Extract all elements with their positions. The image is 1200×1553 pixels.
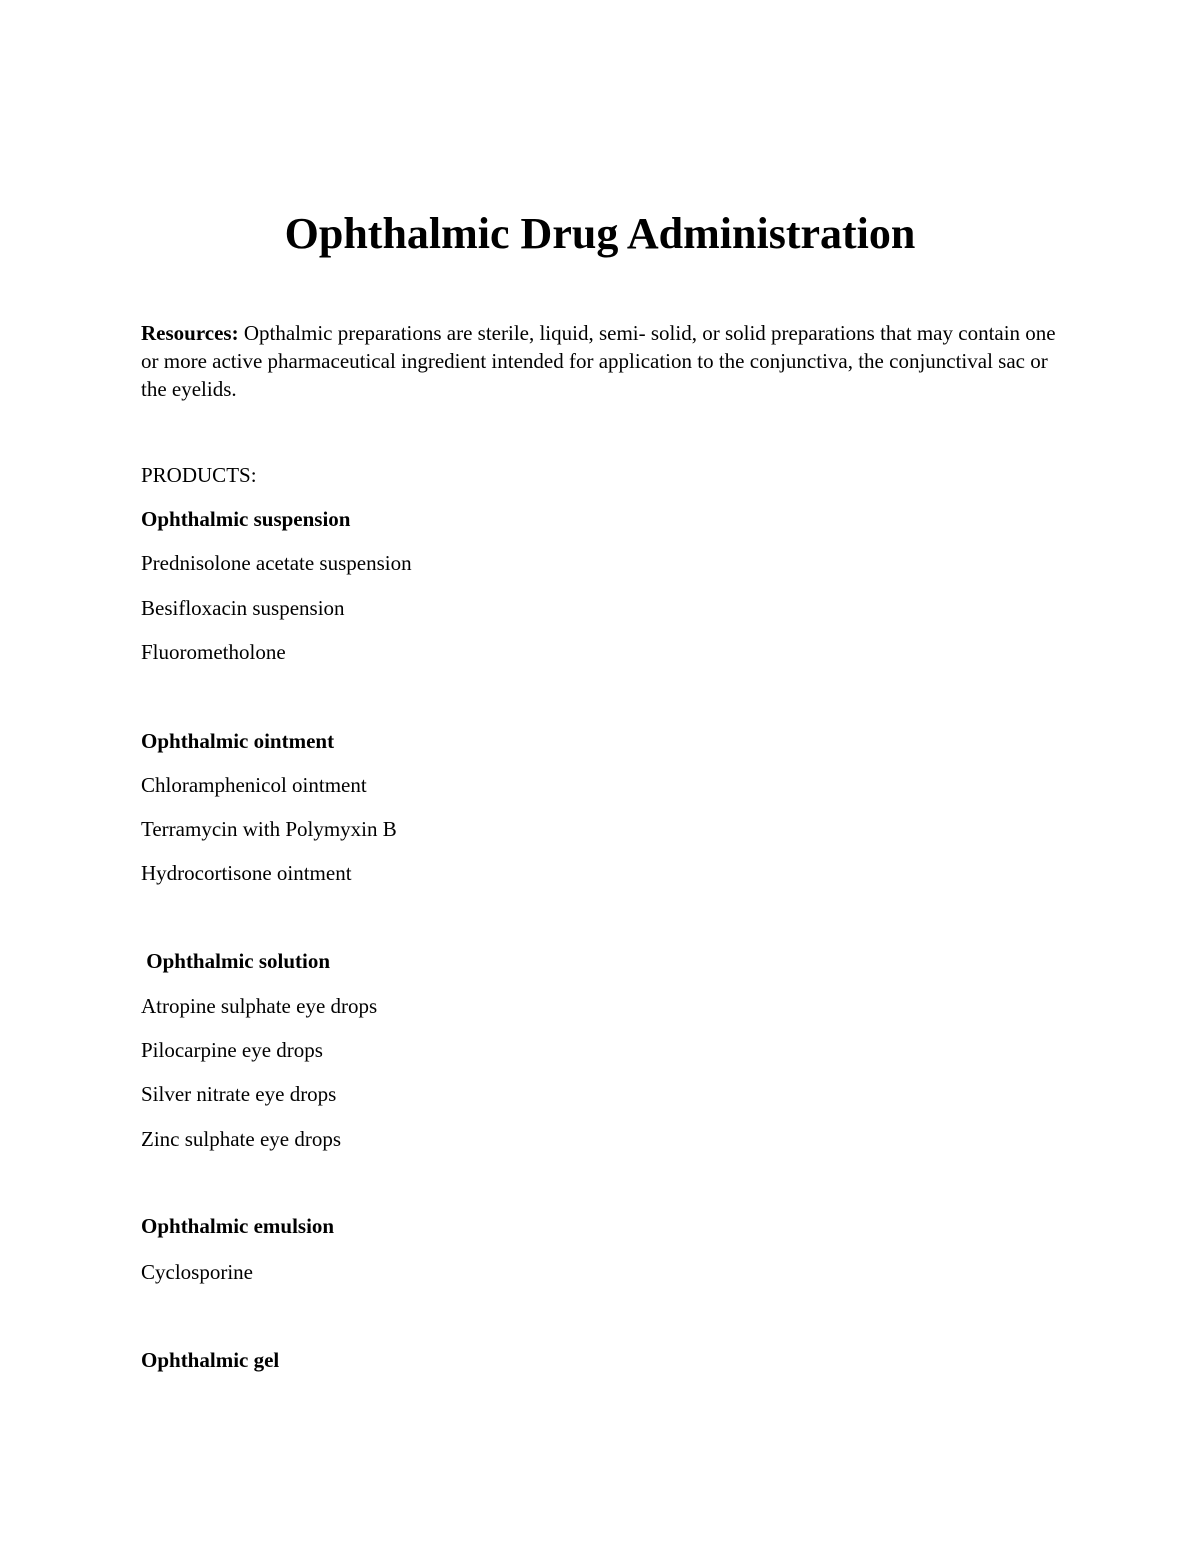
list-item: Hydrocortisone ointment: [141, 861, 352, 885]
section-heading-solution: Ophthalmic solution: [141, 949, 331, 973]
document-title: Ophthalmic Drug Administration: [284, 209, 916, 258]
section-heading-emulsion: Ophthalmic emulsion: [141, 1214, 335, 1238]
intro-lead: Resources:: [141, 321, 239, 345]
list-item: Atropine sulphate eye drops: [141, 994, 378, 1018]
list-item: Cyclosporine: [141, 1260, 253, 1284]
intro-paragraph: [141, 319, 1071, 403]
section-heading-suspension: Ophthalmic suspension: [141, 507, 351, 531]
list-item: Chloramphenicol ointment: [141, 773, 367, 797]
list-item: Pilocarpine eye drops: [141, 1038, 323, 1062]
list-item: Prednisolone acetate suspension: [141, 551, 412, 575]
list-item: Silver nitrate eye drops: [141, 1082, 337, 1106]
list-item: Fluorometholone: [141, 640, 286, 664]
list-item: Zinc sulphate eye drops: [141, 1127, 342, 1151]
intro-text: Opthalmic preparations are sterile, liquid, semi- solid, or solid preparations that may contain one or more active pharmaceutical ingredient intended for application to the conjunctiva, the conjunctival sac or the eyelids.: [141, 321, 1056, 401]
products-label: PRODUCTS:: [141, 463, 257, 487]
list-item: Terramycin with Polymyxin B: [141, 817, 397, 841]
list-item: Besifloxacin suspension: [141, 596, 345, 620]
section-heading-gel: Ophthalmic gel: [141, 1348, 280, 1372]
section-heading-ointment: Ophthalmic ointment: [141, 729, 335, 753]
